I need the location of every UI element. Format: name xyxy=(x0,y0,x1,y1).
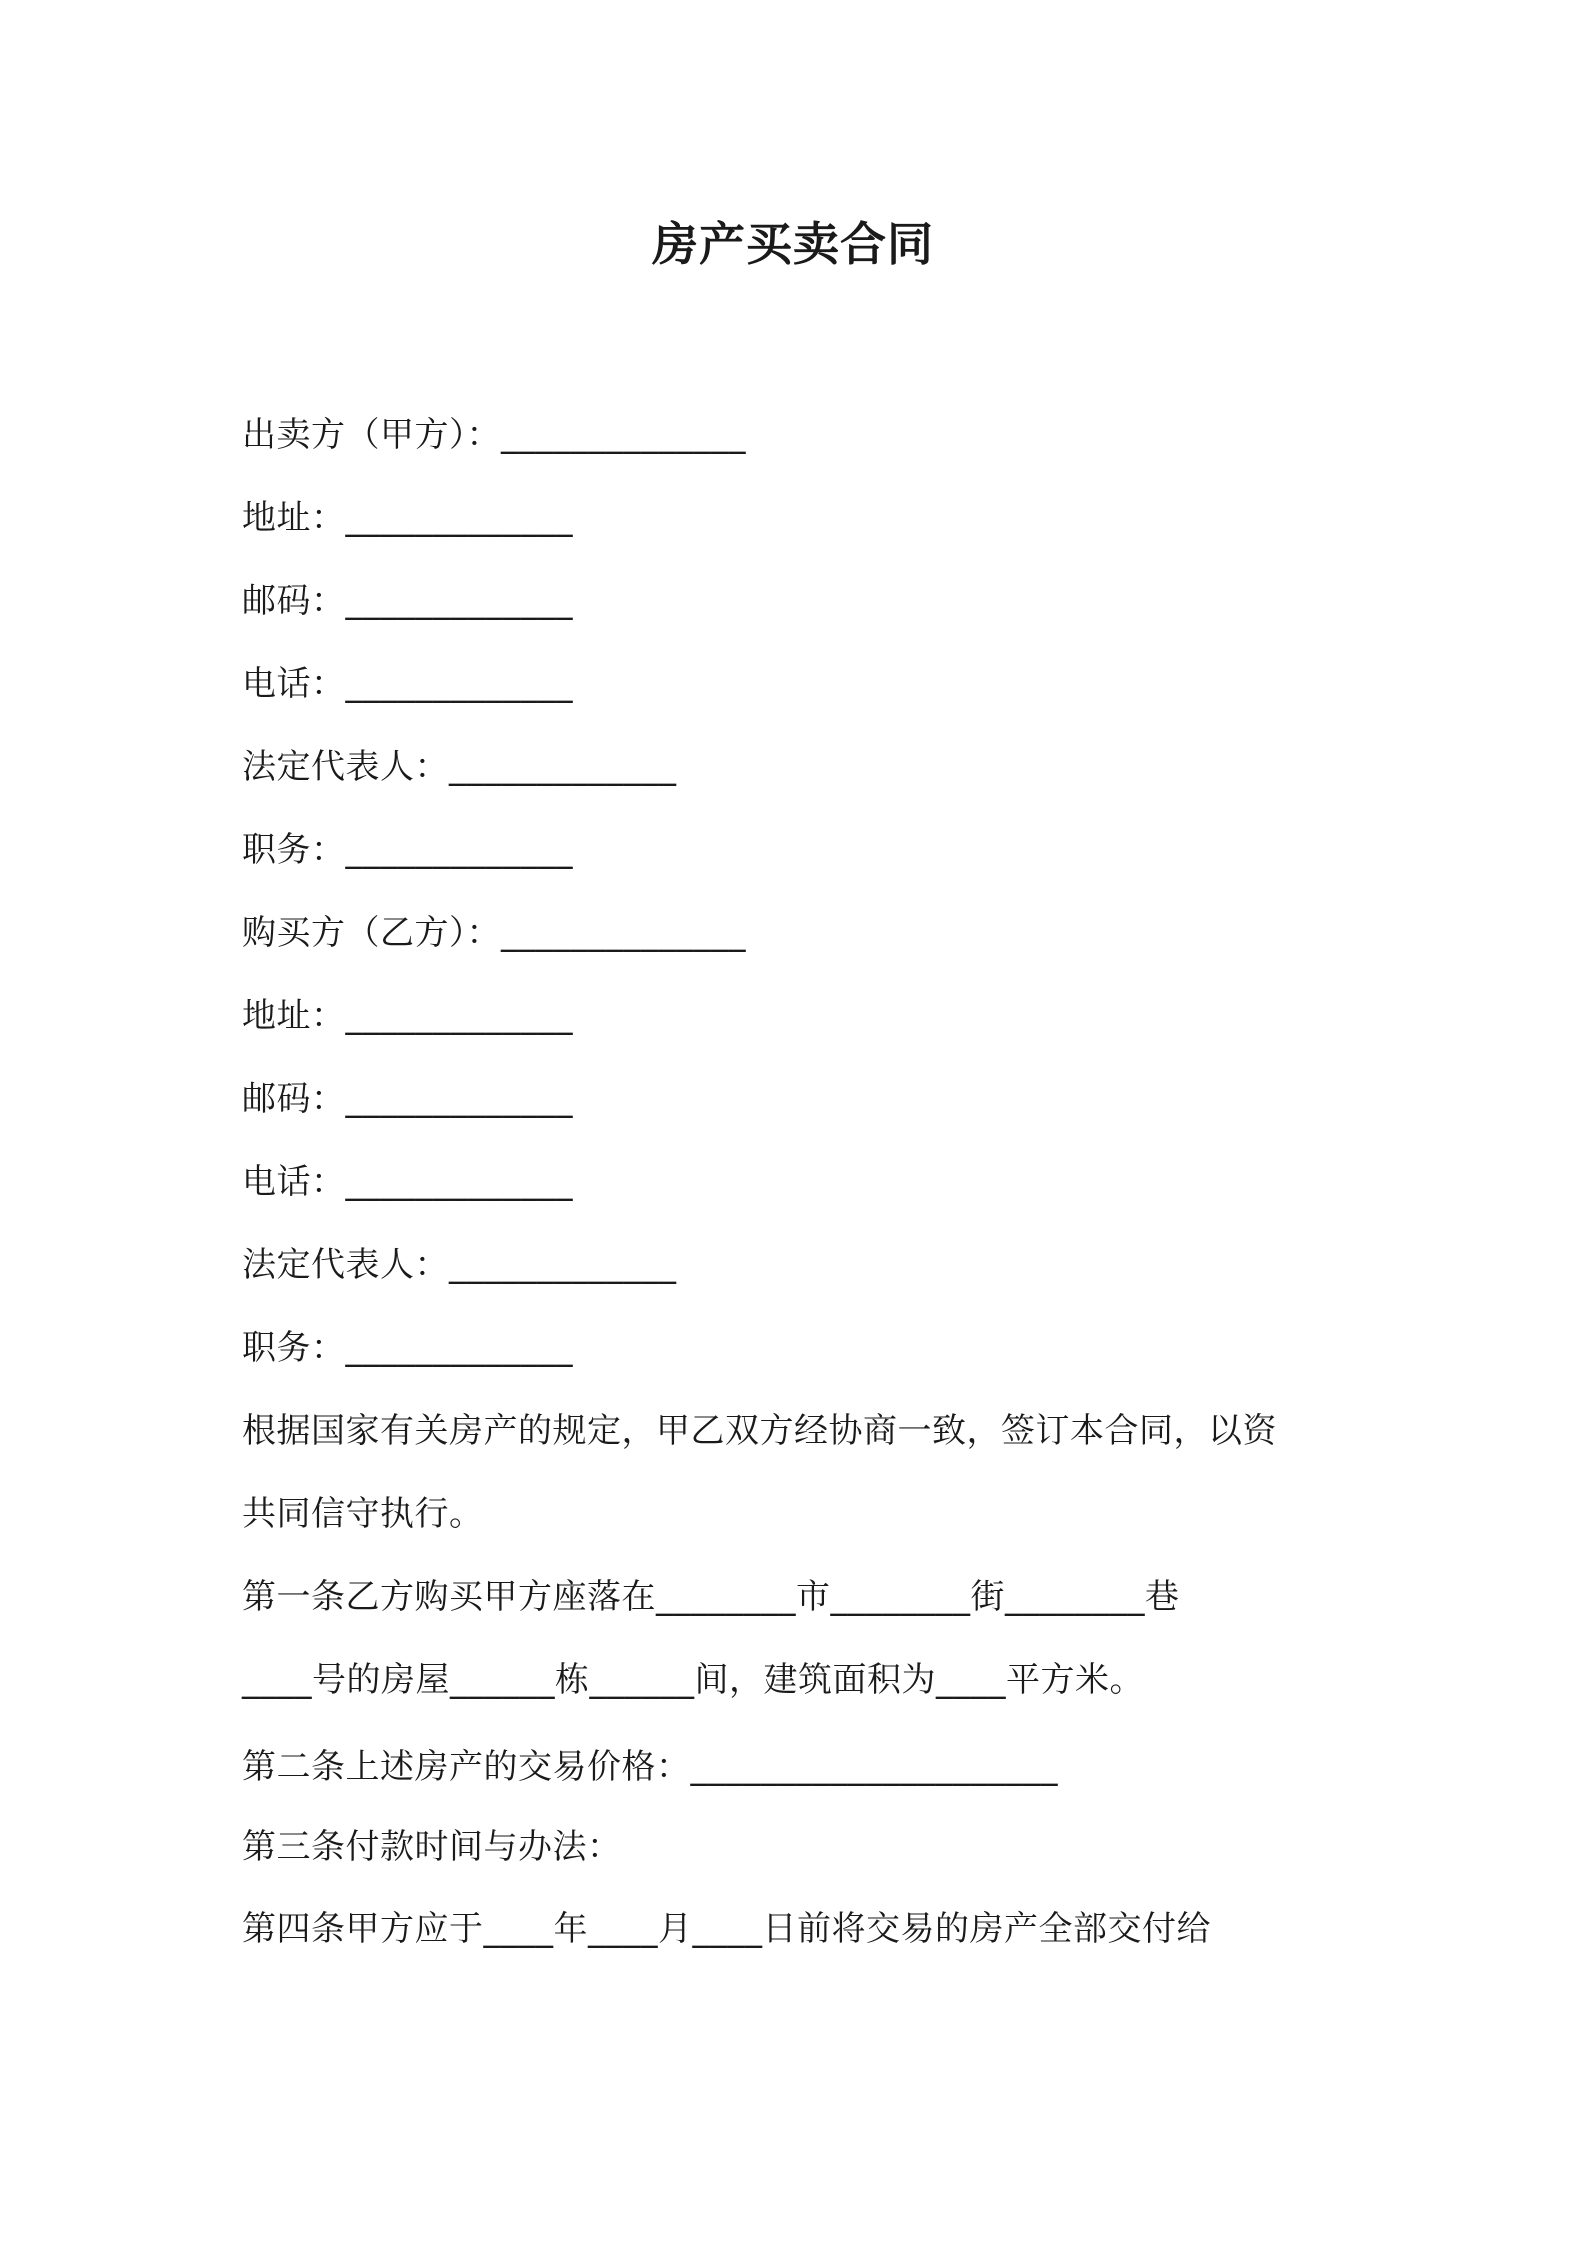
article-4-line: 第四条甲方应于____年____月____日前将交易的房产全部交付给 xyxy=(242,1909,1211,1949)
preamble-line-1: 根据国家有关房产的规定，甲乙双方经协商一致，签订本合同，以资 xyxy=(242,1411,1277,1451)
article-2-line: 第二条上述房产的交易价格：_____________________ xyxy=(242,1747,1058,1787)
seller-name-line: 出卖方（甲方）：______________ xyxy=(242,415,746,455)
buyer-address-line: 地址：_____________ xyxy=(242,996,573,1036)
article-3-line: 第三条付款时间与办法： xyxy=(242,1827,622,1867)
buyer-name-line: 购买方（乙方）：______________ xyxy=(242,913,746,953)
preamble-line-2: 共同信守执行。 xyxy=(242,1494,484,1534)
article-1-line-2: ____号的房屋______栋______间，建筑面积为____平方米。 xyxy=(242,1660,1144,1700)
seller-phone-line: 电话：_____________ xyxy=(242,664,573,704)
buyer-postcode-line: 邮码：_____________ xyxy=(242,1079,573,1119)
seller-address-line: 地址：_____________ xyxy=(242,498,573,538)
buyer-legal-rep-line: 法定代表人：_____________ xyxy=(242,1245,677,1285)
seller-position-line: 职务：_____________ xyxy=(242,830,573,870)
seller-legal-rep-line: 法定代表人：_____________ xyxy=(242,747,677,787)
seller-postcode-line: 邮码：_____________ xyxy=(242,581,573,621)
article-1-line-1: 第一条乙方购买甲方座落在________市________街________巷 xyxy=(242,1577,1180,1617)
document-title: 房产买卖合同 xyxy=(652,217,934,271)
buyer-phone-line: 电话：_____________ xyxy=(242,1162,573,1202)
buyer-position-line: 职务：_____________ xyxy=(242,1328,573,1368)
